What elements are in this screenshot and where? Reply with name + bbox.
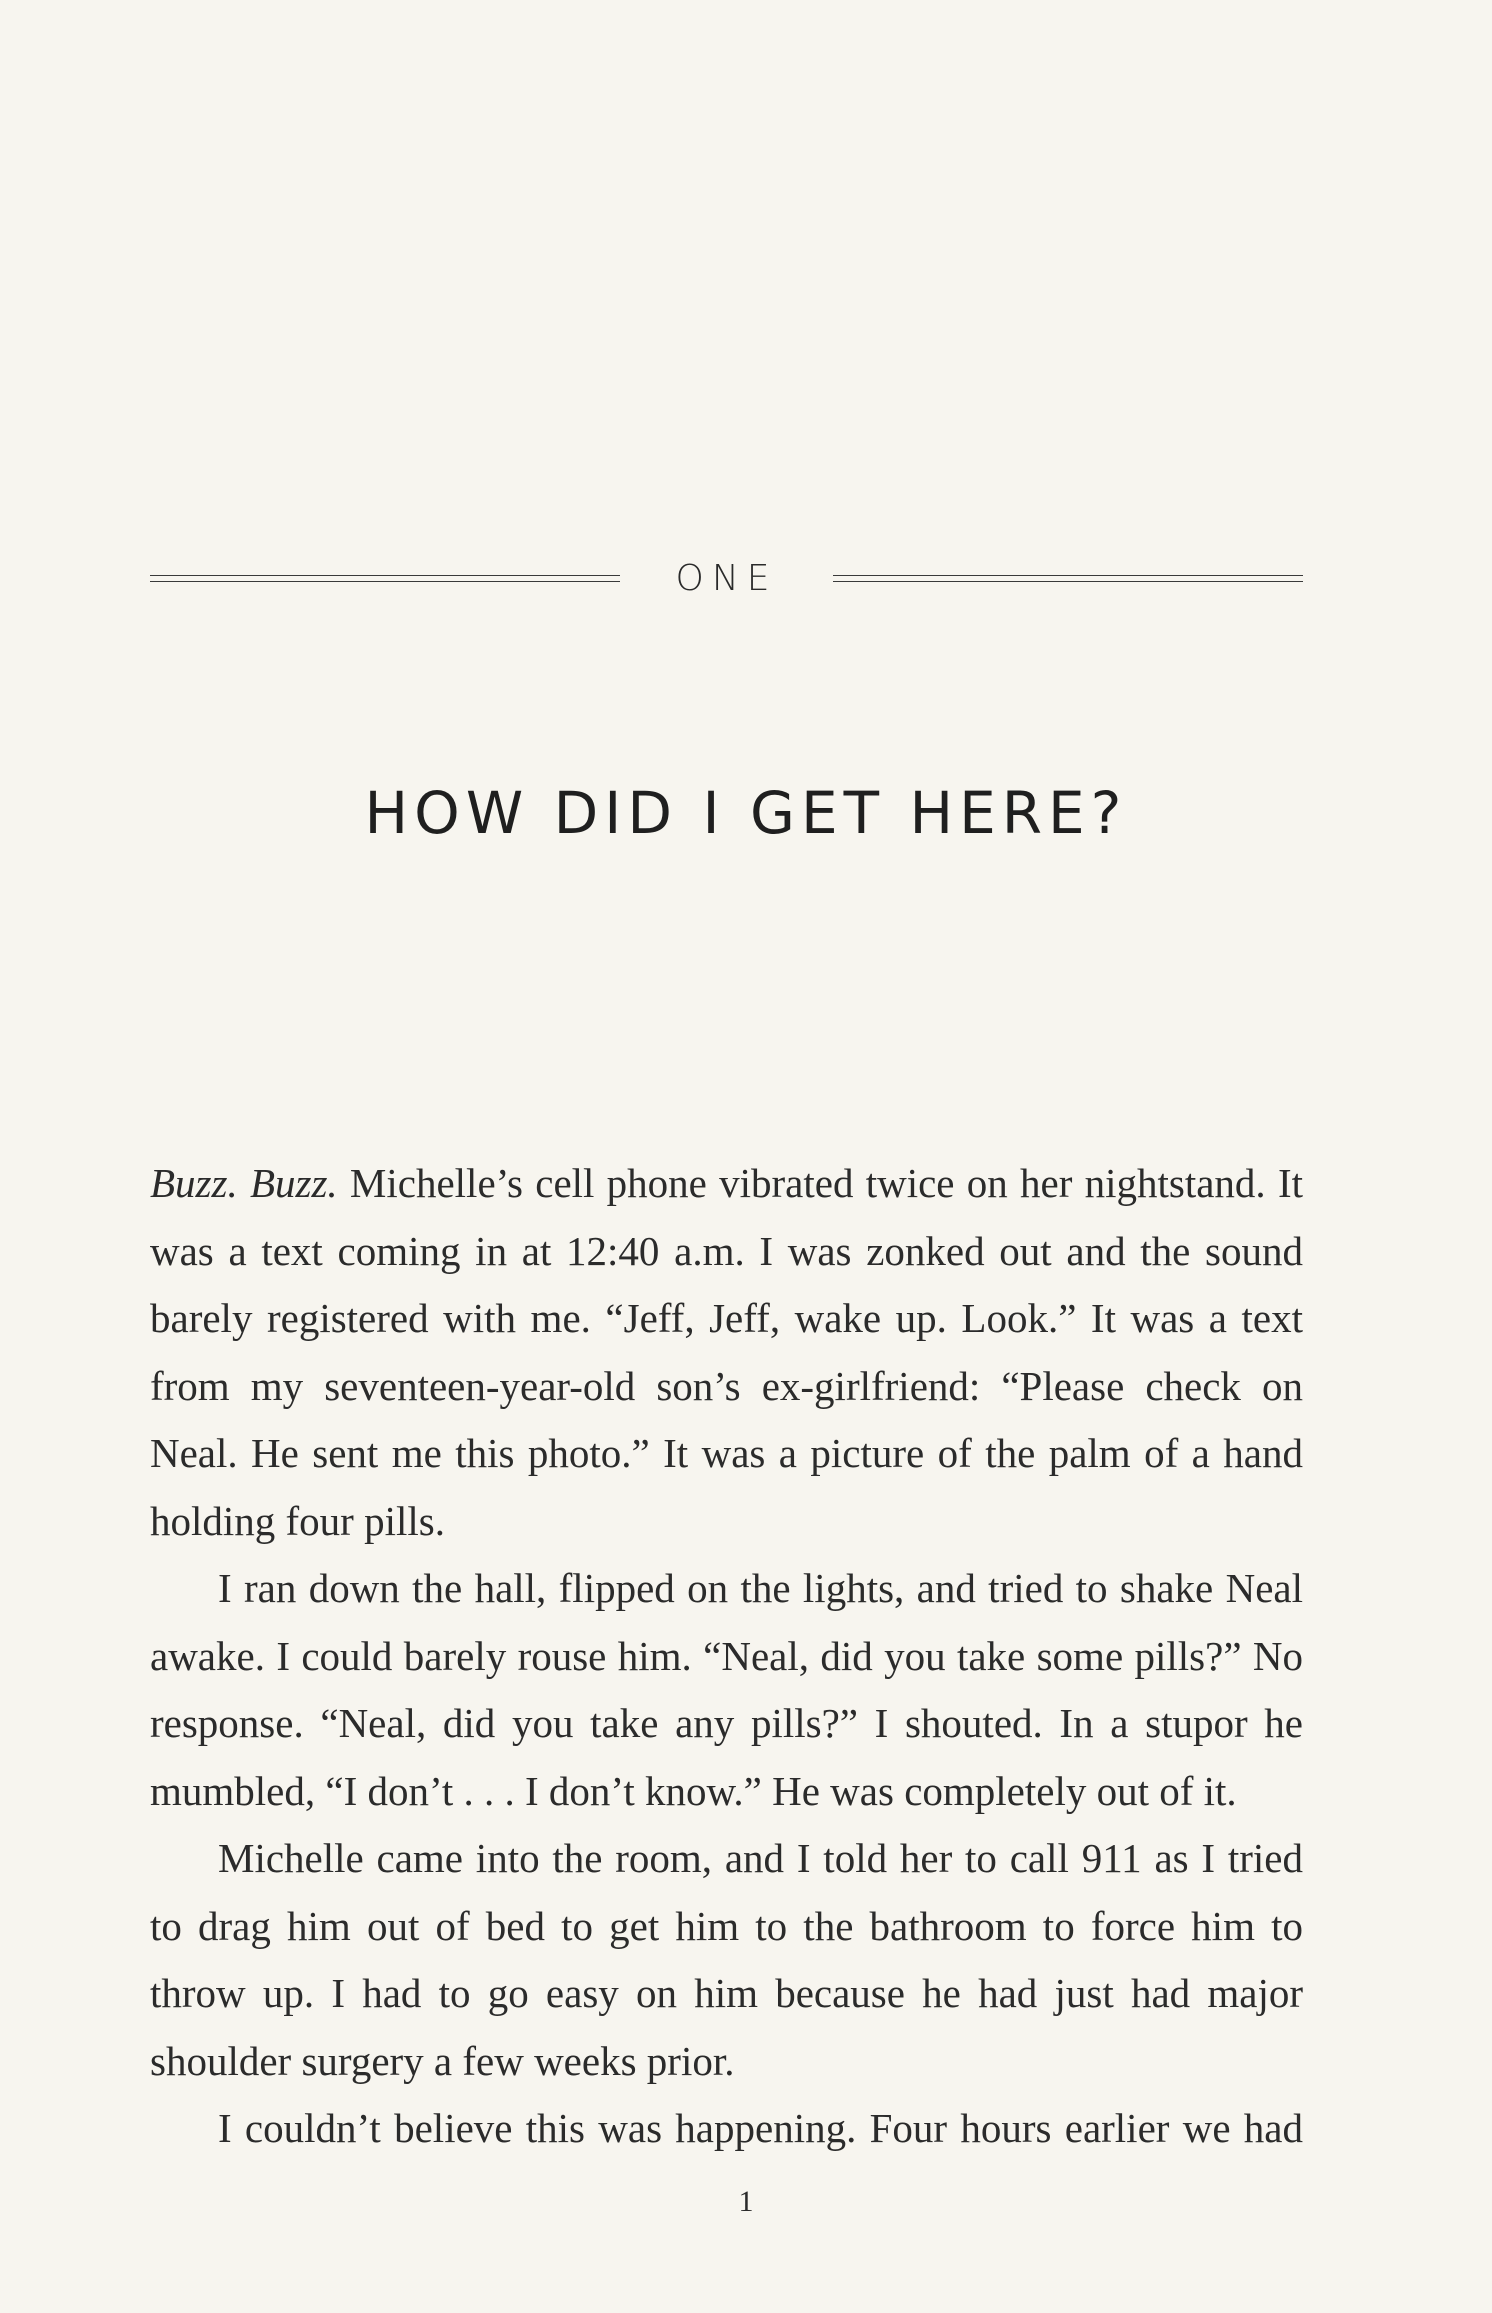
paragraph-4: I couldn’t believe this was happening. Four hours earlier we had (218, 2105, 1303, 2151)
paragraph-2: I ran down the hall, flipped on the lights, and tried to shake Neal awake. I could barely rouse him. “Neal, did you take some pills?” No response. “Neal, did you take any pills?” I shouted. In a stupor he mumbled, “I don’t . . . I don’t know.” He was completely out of it. (150, 1565, 1303, 1814)
page-number: 1 (738, 2185, 754, 2218)
chapter-heading-ornament (150, 553, 1303, 603)
right-double-rule (833, 575, 1303, 582)
paragraph-1-text: Michelle’s cell phone vibrated twice on her nightstand. It was a text coming in at 12:40 a.m. I was zonked out and the sound barely registered with me. “Jeff, Jeff, wake up. Look.” It was a text from my seventeen-year-old son’s ex-girlfriend: “Please check on Neal. He sent me this photo.” It was a picture of the palm of a hand holding four pills. (150, 1160, 1303, 1544)
chapter-title: HOW DID I GET HERE? (364, 778, 1128, 847)
paragraph-1-lead: Buzz. Buzz. (150, 1160, 338, 1206)
chapter-number: ONE (675, 557, 778, 599)
left-double-rule (150, 575, 620, 582)
paragraph-3: Michelle came into the room, and I told her to call 911 as I tried to drag him out of bed to get him to the bathroom to force him to throw up. I had to go easy on him because he had just had major shoulder surgery a few weeks prior. (150, 1835, 1303, 2084)
chapter-body (150, 1150, 1303, 2163)
paragraph-1 (150, 1150, 1303, 1555)
